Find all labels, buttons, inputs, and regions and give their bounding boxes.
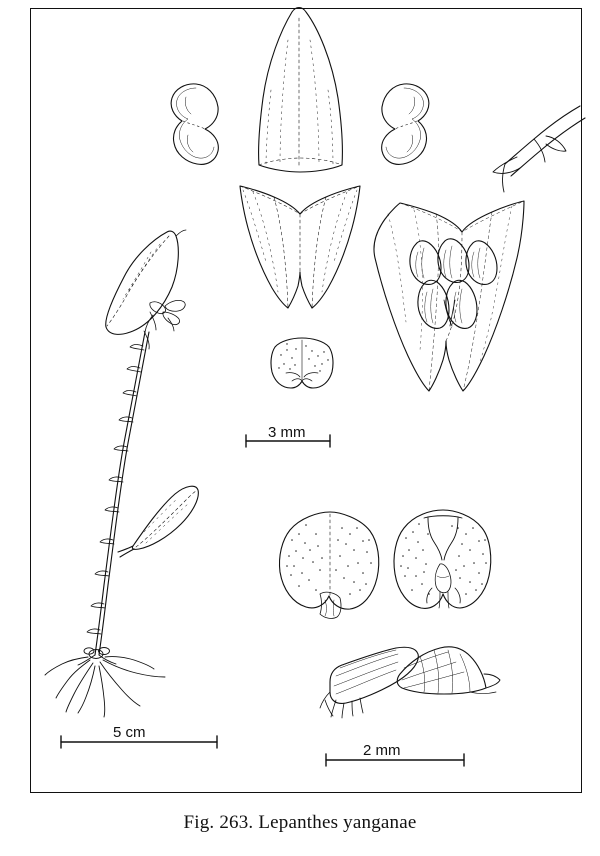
scale-bar-3mm-label: 3 mm xyxy=(268,424,306,441)
lip-small xyxy=(271,338,333,388)
figure-caption: Fig. 263. Lepanthes yanganae xyxy=(183,812,417,833)
habit-plant xyxy=(45,230,198,717)
petal-right xyxy=(382,84,429,164)
scale-bar-2mm-label: 2 mm xyxy=(363,742,401,759)
lip-ventral xyxy=(279,512,378,618)
column-anther-pollinia xyxy=(320,647,500,718)
lateral-sepals xyxy=(240,186,360,308)
petal-left xyxy=(171,84,218,164)
scale-bar-5cm-label: 5 cm xyxy=(113,724,146,741)
dorsal-sepal xyxy=(259,8,343,173)
lip-dorsal xyxy=(394,510,491,608)
